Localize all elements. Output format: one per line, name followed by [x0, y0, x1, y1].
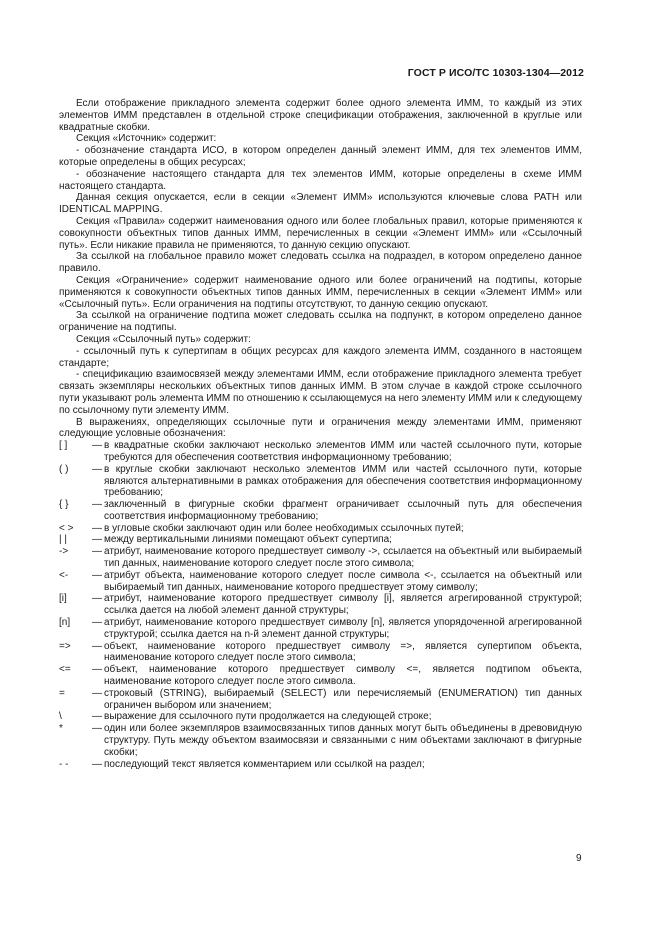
- paragraph: Данная секция опускается, если в секции «Элемент ИММ» используются ключевые слова PATH или IDENTICAL MAPPING.: [59, 192, 582, 216]
- notation-row: [59, 641, 582, 665]
- notation-symbol: =: [59, 687, 65, 699]
- notation-dash: —: [92, 463, 102, 475]
- notation-row: [59, 759, 582, 771]
- notation-dash: —: [92, 499, 102, 511]
- paragraph: В выражениях, определяющих ссылочные пути и ограничения между элементами ИММ, применяют следующие условные обозначения:: [59, 416, 582, 440]
- notation-text: атрибут, наименование которого предшествует символу [i], является агрегированной структурой; ссылка дается на любой элемент данной структуры;: [104, 593, 582, 617]
- notation-row: [59, 617, 582, 641]
- paragraph: Если отображение прикладного элемента содержит более одного элемента ИММ, то каждый из этих элементов ИММ представлен в отдельной строке спецификации отображения, заключенной в круглые или квадратные скобки.: [59, 98, 582, 133]
- document-header: ГОСТ Р ИСО/ТС 10303-1304—2012: [407, 67, 584, 79]
- notation-row: [59, 664, 582, 688]
- notation-row: [59, 499, 582, 523]
- notation-dash: —: [92, 440, 102, 452]
- notation-text: атрибут объекта, наименование которого следует после символа <-, ссылается на объектный или выбираемый тип данных, наименование которого предшествует этому символу;: [104, 569, 582, 593]
- paragraph: Секция «Источник» содержит:: [76, 133, 217, 145]
- notation-dash: —: [92, 617, 102, 629]
- notation-dash: —: [92, 569, 102, 581]
- notation-symbol: < >: [59, 522, 74, 534]
- list-item: - обозначение стандарта ИСО, в котором определен данный элемент ИММ, для тех элементов ИММ, которые определены в общих ресурсах;: [59, 145, 582, 168]
- paragraph: За ссылкой на ограничение подтипа может следовать ссылка на подпункт, в котором определено данное ограничение на подтипы.: [59, 310, 582, 334]
- paragraph: Секция «Ссылочный путь» содержит:: [76, 333, 251, 345]
- page-number: 9: [576, 853, 582, 864]
- notation-symbol: - -: [59, 758, 69, 770]
- notation-row: [59, 534, 582, 546]
- notation-dash: —: [92, 758, 102, 770]
- notation-symbol: [i]: [59, 593, 67, 605]
- notation-symbol: [ ]: [59, 440, 68, 452]
- notation-row: [59, 464, 582, 499]
- notation-dash: —: [92, 546, 102, 558]
- notation-symbol: <-: [59, 569, 69, 581]
- notation-dash: —: [92, 711, 102, 723]
- notation-row: [59, 546, 582, 570]
- notation-text: один или более экземпляров взаимосвязанных типов данных могут быть объединены в древовидную структуру. Путь между объектом взаимосвязи и связанными с ним объектами заключают в фигурные скобки;: [104, 723, 582, 758]
- notation-text: объект, наименование которого предшествует символу =>, является супертипом объекта, наименование которого следует после этого символа;: [104, 640, 582, 664]
- notation-text: атрибут, наименование которого предшествует символу ->, ссылается на объектный или выбираемый тип данных, наименование которого следует после этого символа;: [104, 546, 582, 570]
- notation-text: между вертикальными линиями помещают объект супертипа;: [104, 534, 392, 546]
- list-item: - ссылочный путь к супертипам в общих ресурсах для каждого элемента ИММ, созданного в настоящем стандарте;: [59, 345, 582, 369]
- notation-row: [59, 711, 582, 723]
- notation-dash: —: [92, 593, 102, 605]
- notation-text: в круглые скобки заключают несколько элементов ИММ или частей ссылочного пути, которые являются альтернативными в рамках отображения для обеспечения соответствия информационному требованию;: [104, 463, 582, 499]
- notation-row: [59, 688, 582, 712]
- notation-text: выражение для ссылочного пути продолжается на следующей строке;: [104, 711, 432, 723]
- notation-row: [59, 723, 582, 758]
- notation-symbol: [n]: [59, 617, 71, 629]
- notation-symbol: <=: [59, 664, 71, 676]
- notation-dash: —: [92, 687, 102, 699]
- notation-text: последующий текст является комментарием или ссылкой на раздел;: [104, 758, 425, 770]
- paragraph: Секция «Ограничение» содержит наименование одного или более ограничений на подтипы, которые применяются к совокупности объектных типов данных ИММ, перечисленных в секции «Элемент ИММ» или «Ссылочный путь». Если ограничения на подтипы отсутствуют, то данную секцию опускают.: [59, 274, 582, 310]
- notation-text: строковый (STRING), выбираемый (SELECT) или перечисляемый (ENUMERATION) тип данных ограничен выбором или значением;: [104, 687, 582, 711]
- notation-symbol: { }: [59, 499, 69, 511]
- notation-symbol: | |: [59, 534, 67, 546]
- notation-dash: —: [92, 522, 102, 534]
- document-body: [59, 98, 582, 770]
- notation-dash: —: [92, 664, 102, 676]
- notation-symbol: =>: [59, 640, 71, 652]
- notation-text: заключенный в фигурные скобки фрагмент ограничивает ссылочный путь для обеспечения соответствия информационному требованию;: [104, 499, 582, 522]
- paragraph: Секция «Правила» содержит наименования одного или более глобальных правил, которые применяются к совокупности объектных типов данных ИММ, перечисленных в секции «Элемент ИММ» или «Ссылочный путь». Если никакие правила не применяются, то данную секцию опускают.: [59, 215, 582, 251]
- notation-row: [59, 593, 582, 617]
- notation-text: атрибут, наименование которого предшествует символу [n], является упорядоченной агрегированной структурой; ссылка дается на n-й элемент данной структуры;: [104, 617, 582, 640]
- notation-symbol: ->: [59, 546, 69, 558]
- notation-symbol: \: [59, 711, 62, 723]
- notation-symbol: ( ): [59, 463, 69, 475]
- notation-row: [59, 440, 582, 464]
- paragraph: За ссылкой на глобальное правило может следовать ссылка на подраздел, в котором определено данное правило.: [59, 251, 582, 275]
- notation-row: [59, 523, 582, 535]
- notation-text: объект, наименование которого предшествует символу <=, является подтипом объекта, наименование которого следует после этого символа.: [104, 664, 582, 688]
- notation-dash: —: [92, 640, 102, 652]
- list-item: - обозначение настоящего стандарта для тех элементов ИММ, которые определены в схеме ИММ настоящего стандарта.: [59, 168, 582, 192]
- notation-symbol: *: [59, 723, 63, 735]
- notation-dash: —: [92, 534, 102, 546]
- notation-list: [59, 440, 582, 770]
- list-item: - спецификацию взаимосвязей между элементами ИММ, если отображение прикладного элемента требует связать экземпляры нескольких объектных типов данных ИММ. В этом случае в каждой строке ссылочного пути указывают роль элемента ИММ по отношению к ссылающемуся на него элементу ИММ или к следующему по ссылочному пути элементу ИММ.: [59, 369, 582, 416]
- notation-text: в угловые скобки заключают один или более необходимых ссылочных путей;: [104, 522, 464, 534]
- notation-row: [59, 570, 582, 594]
- notation-text: в квадратные скобки заключают несколько элементов ИММ или частей ссылочного пути, которые требуются для обеспечения соответствия информационному требованию;: [104, 440, 582, 463]
- notation-dash: —: [92, 723, 102, 735]
